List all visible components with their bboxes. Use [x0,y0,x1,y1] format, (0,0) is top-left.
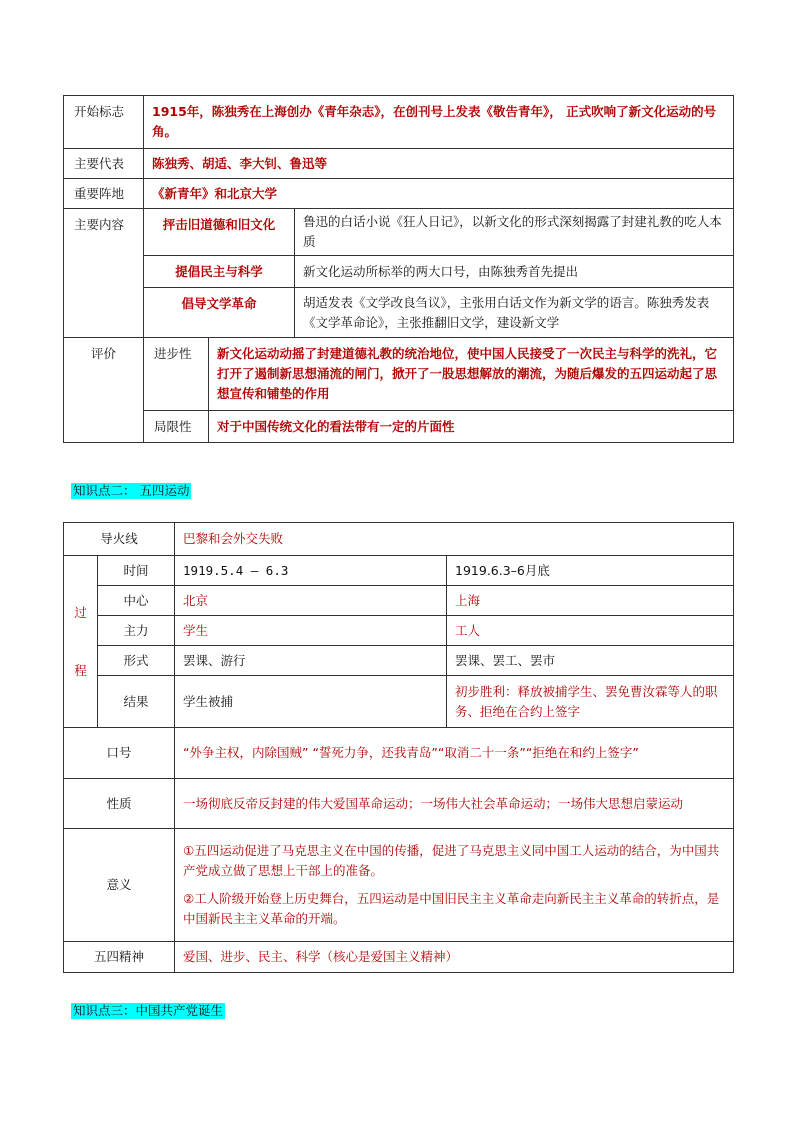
process-row-label: 结果 [98,676,175,728]
table-row [64,411,734,443]
table-row [64,96,734,149]
process-shanghai-cell: 初步胜利：释放被捕学生、罢免曹汝霖等人的职务、拒绝在合约上签字 [447,676,734,728]
table-row [64,646,734,676]
evaluation-aspect: 局限性 [144,411,209,443]
process-beijing-cell: 学生 [175,616,447,646]
process-label-top: 过 [74,604,87,620]
process-beijing-cell: 学生被捕 [175,676,447,728]
process-shanghai-cell: 罢课、罢工、罢市 [447,646,734,676]
table-row [64,256,734,288]
significance-point-1: ①五四运动促进了马克思主义在中国的传播，促进了马克思主义同中国工人运动的结合，为中国共产党成立做了思想上干部上的准备。 [183,843,720,878]
row-label: 性质 [64,779,175,829]
table-row [64,676,734,728]
nature-text: 一场彻底反帝反封建的伟大爱国革命运动；一场伟大社会革命运动；一场伟大思想启蒙运动 [175,779,734,829]
process-shanghai-cell: 上海 [447,586,734,616]
process-label [64,556,98,728]
row-label: 重要阵地 [64,179,144,209]
table-row [64,179,734,209]
process-shanghai-cell: 1919.6.3–6月底 [447,556,734,586]
table-row [64,779,734,829]
content-detail: 胡适发表《文学改良刍议》，主张用白话文作为新文学的语言。陈独秀发表《文学革命论》，主张推翻旧文学，建设新文学 [295,288,734,338]
process-beijing-cell: 罢课、游行 [175,646,447,676]
table-row [64,209,734,256]
content-topic: 倡导文学革命 [144,288,295,338]
row-label: 五四精神 [64,942,175,973]
table-row [64,728,734,779]
significance-point-2: ②工人阶级开始登上历史舞台，五四运动是中国旧民主主义革命走向新民主主义革命的转折点，是中国新民主主义革命的开端。 [183,891,720,926]
row-label: 意义 [64,829,175,942]
content-detail: 新文化运动所标举的两大口号，由陈独秀首先提出 [295,256,734,288]
content-topic: 抨击旧道德和旧文化 [144,209,295,256]
evaluation-aspect: 进步性 [144,338,209,411]
process-row-label: 时间 [98,556,175,586]
section-heading: 知识点三：中国共产党诞生 [73,1003,224,1018]
evaluation-text: 新文化运动动摇了封建道德礼教的统治地位，使中国人民接受了一次民主与科学的洗礼，它打开了遏制新思想涌流的闸门，掀开了一股思想解放的潮流，为随后爆发的五四运动起了思想宣传和铺垫的作用 [209,338,734,411]
row-label: 评价 [64,338,144,443]
process-row-label: 主力 [98,616,175,646]
row-label: 主要内容 [64,209,144,338]
process-beijing-cell: 1919.5.4 – 6.3 [175,556,447,586]
row-label: 导火线 [64,523,175,556]
table-row [64,942,734,973]
start-mark-text: 1915年，陈独秀在上海创办《青年杂志》，在创刊号上发表《敬告青年》， 正式吹响了新文化运动的号角。 [144,96,734,149]
table-row [64,556,734,586]
slogan-text: “外争主权，内除国贼” “誓死力争，还我青岛”“取消二十一条”“拒绝在和约上签字” [175,728,734,779]
table-row [64,149,734,179]
fuse-text: 巴黎和会外交失败 [175,523,734,556]
process-row-label: 中心 [98,586,175,616]
content-topic: 提倡民主与科学 [144,256,295,288]
table-row [64,338,734,411]
process-shanghai-cell: 工人 [447,616,734,646]
table-row [64,586,734,616]
process-label-bottom: 程 [74,662,87,678]
row-label: 口号 [64,728,175,779]
process-row-label: 形式 [98,646,175,676]
table-row [64,829,734,942]
content-detail: 鲁迅的白话小说《狂人日记》，以新文化的形式深刻揭露了封建礼教的吃人本质 [295,209,734,256]
base-text: 《新青年》和北京大学 [144,179,734,209]
section-heading: 知识点二： 五四运动 [73,483,190,498]
table-row [64,616,734,646]
row-label: 主要代表 [64,149,144,179]
table-row [64,523,734,556]
representatives-text: 陈独秀、胡适、李大钊、鲁迅等 [144,149,734,179]
may-fourth-table [63,522,734,973]
new-culture-table [63,95,734,443]
row-label: 开始标志 [64,96,144,149]
spirit-text: 爱国、进步、民主、科学（核心是爱国主义精神） [175,942,734,973]
evaluation-text: 对于中国传统文化的看法带有一定的片面性 [209,411,734,443]
table-row [64,288,734,338]
process-beijing-cell: 北京 [175,586,447,616]
significance-text [175,829,734,942]
